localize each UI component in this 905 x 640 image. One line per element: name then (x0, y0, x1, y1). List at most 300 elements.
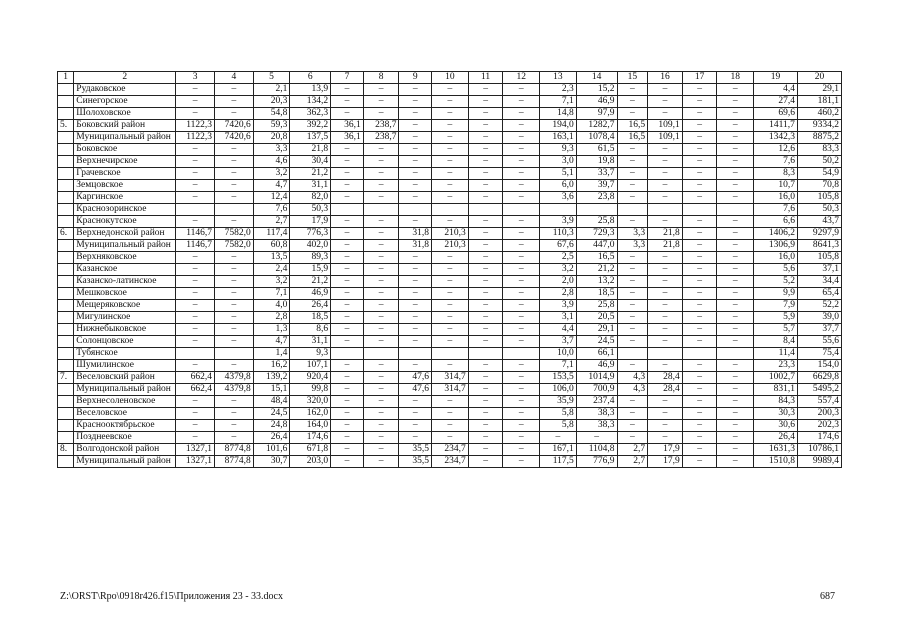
value-cell (331, 204, 364, 216)
table-row (58, 108, 842, 120)
value-cell: – (176, 408, 215, 420)
value-cell: – (682, 444, 717, 456)
value-cell: – (682, 144, 717, 156)
value-cell: 9,9 (754, 288, 798, 300)
value-cell: – (331, 192, 364, 204)
territory-name-cell: Краснозоринское (74, 204, 176, 216)
value-cell: 89,3 (290, 252, 331, 264)
value-cell: – (717, 384, 754, 396)
value-cell: – (214, 192, 253, 204)
value-cell: 60,8 (253, 240, 290, 252)
value-cell: – (468, 384, 503, 396)
value-cell: 10,0 (540, 348, 577, 360)
value-cell: 234,7 (432, 456, 469, 468)
value-cell: 6,6 (754, 216, 798, 228)
value-cell: – (363, 288, 399, 300)
table-row (58, 156, 842, 168)
value-cell: – (176, 336, 215, 348)
value-cell: – (176, 96, 215, 108)
value-cell: – (648, 288, 683, 300)
value-cell: – (648, 216, 683, 228)
value-cell: – (503, 156, 540, 168)
value-cell: – (214, 108, 253, 120)
value-cell: – (617, 96, 648, 108)
value-cell: – (432, 432, 469, 444)
value-cell: 105,8 (797, 192, 841, 204)
header-cell: 10 (432, 72, 469, 84)
value-cell: 154,0 (797, 360, 841, 372)
value-cell: – (214, 252, 253, 264)
value-cell: – (648, 168, 683, 180)
value-cell: – (468, 312, 503, 324)
value-cell: – (432, 96, 469, 108)
value-cell (576, 204, 617, 216)
value-cell: – (399, 288, 432, 300)
value-cell: 460,2 (797, 108, 841, 120)
table-row (58, 228, 842, 240)
value-cell: 75,4 (797, 348, 841, 360)
value-cell: – (214, 276, 253, 288)
value-cell: 210,3 (432, 228, 469, 240)
value-cell: – (331, 336, 364, 348)
value-cell: – (468, 180, 503, 192)
value-cell: – (214, 408, 253, 420)
page-footer (60, 591, 835, 605)
value-cell: – (717, 372, 754, 384)
value-cell: 392,2 (290, 120, 331, 132)
value-cell: 21,2 (290, 276, 331, 288)
value-cell: – (176, 144, 215, 156)
value-cell: 43,7 (797, 216, 841, 228)
value-cell: 4,3 (617, 372, 648, 384)
value-cell: – (214, 84, 253, 96)
table-row (58, 384, 842, 396)
value-cell: – (432, 300, 469, 312)
value-cell: 16,5 (617, 120, 648, 132)
value-cell: – (617, 84, 648, 96)
value-cell: 134,2 (290, 96, 331, 108)
value-cell: 1306,9 (754, 240, 798, 252)
value-cell: – (617, 252, 648, 264)
value-cell: – (503, 252, 540, 264)
territory-name-cell: Рудаковское (74, 84, 176, 96)
value-cell: 12,6 (754, 144, 798, 156)
value-cell: – (682, 120, 717, 132)
value-cell: 7,6 (253, 204, 290, 216)
value-cell: – (363, 396, 399, 408)
value-cell: 55,6 (797, 336, 841, 348)
value-cell: 23,8 (576, 192, 617, 204)
value-cell: – (682, 180, 717, 192)
value-cell: – (432, 324, 469, 336)
value-cell: – (503, 264, 540, 276)
value-cell: 2,8 (253, 312, 290, 324)
value-cell: 174,6 (290, 432, 331, 444)
territory-name-cell: Волгодонской район (74, 444, 176, 456)
table-row (58, 84, 842, 96)
value-cell: – (176, 288, 215, 300)
value-cell: – (399, 336, 432, 348)
value-cell: 5495,2 (797, 384, 841, 396)
value-cell: 4,0 (253, 300, 290, 312)
value-cell: – (468, 252, 503, 264)
value-cell: – (503, 132, 540, 144)
value-cell: – (682, 360, 717, 372)
value-cell: 8774,8 (214, 456, 253, 468)
value-cell: – (331, 324, 364, 336)
row-number-cell (58, 432, 74, 444)
value-cell: 50,2 (797, 156, 841, 168)
value-cell: 9989,4 (797, 456, 841, 468)
value-cell: – (682, 300, 717, 312)
value-cell: – (503, 276, 540, 288)
value-cell: 194,0 (540, 120, 577, 132)
value-cell: 362,3 (290, 108, 331, 120)
table-row (58, 192, 842, 204)
value-cell (617, 204, 648, 216)
table-row (58, 144, 842, 156)
value-cell: – (432, 132, 469, 144)
value-cell: – (399, 264, 432, 276)
value-cell: 16,5 (617, 132, 648, 144)
territory-name-cell: Муниципальный район (74, 132, 176, 144)
value-cell: 67,6 (540, 240, 577, 252)
value-cell: – (717, 324, 754, 336)
value-cell: – (503, 96, 540, 108)
value-cell: – (432, 396, 469, 408)
header-cell: 1 (58, 72, 74, 84)
value-cell: 1002,7 (754, 372, 798, 384)
value-cell: 1,4 (253, 348, 290, 360)
value-cell: – (432, 252, 469, 264)
value-cell: – (432, 180, 469, 192)
value-cell: – (682, 216, 717, 228)
value-cell: – (363, 432, 399, 444)
value-cell: 2,7 (617, 444, 648, 456)
value-cell: – (717, 360, 754, 372)
value-cell: – (576, 432, 617, 444)
value-cell: – (682, 132, 717, 144)
value-cell: – (176, 180, 215, 192)
row-number-cell (58, 264, 74, 276)
value-cell: 5,7 (754, 324, 798, 336)
file-path: Z:\ORST\Rpo\0918r426.f15\Приложения 23 - 33.docx (60, 591, 283, 602)
value-cell: 210,3 (432, 240, 469, 252)
value-cell: – (648, 420, 683, 432)
value-cell: 39,0 (797, 312, 841, 324)
value-cell: – (432, 408, 469, 420)
value-cell: – (176, 312, 215, 324)
value-cell (176, 348, 215, 360)
value-cell: 7582,0 (214, 240, 253, 252)
value-cell: 97,9 (576, 108, 617, 120)
value-cell: – (648, 192, 683, 204)
value-cell: – (617, 264, 648, 276)
value-cell: – (540, 432, 577, 444)
row-number-cell (58, 396, 74, 408)
header-cell: 16 (648, 72, 683, 84)
value-cell: – (176, 300, 215, 312)
value-cell: 12,4 (253, 192, 290, 204)
value-cell: 35,5 (399, 456, 432, 468)
value-cell: – (468, 84, 503, 96)
value-cell: – (717, 252, 754, 264)
value-cell: 15,1 (253, 384, 290, 396)
value-cell: – (214, 360, 253, 372)
value-cell: 52,2 (797, 300, 841, 312)
value-cell: 5,2 (754, 276, 798, 288)
value-cell: 8774,8 (214, 444, 253, 456)
page-number: 687 (820, 591, 835, 602)
row-number-cell (58, 336, 74, 348)
row-number-cell (58, 348, 74, 360)
value-cell: – (399, 96, 432, 108)
value-cell: – (331, 300, 364, 312)
value-cell: 50,3 (797, 204, 841, 216)
value-cell: 36,1 (331, 120, 364, 132)
table-row (58, 444, 842, 456)
row-number-cell (58, 288, 74, 300)
value-cell: 84,3 (754, 396, 798, 408)
value-cell: 238,7 (363, 132, 399, 144)
value-cell: 7,1 (253, 288, 290, 300)
value-cell: 69,6 (754, 108, 798, 120)
value-cell: 29,1 (576, 324, 617, 336)
value-cell: – (331, 420, 364, 432)
value-cell: – (717, 288, 754, 300)
value-cell: – (176, 84, 215, 96)
table-header-row (58, 72, 842, 84)
value-cell: 5,1 (540, 168, 577, 180)
table-row (58, 168, 842, 180)
value-cell: 174,6 (797, 432, 841, 444)
value-cell: – (648, 396, 683, 408)
table-row (58, 96, 842, 108)
territory-name-cell: Веселовский район (74, 372, 176, 384)
value-cell: – (176, 360, 215, 372)
value-cell: 4,3 (617, 384, 648, 396)
header-cell: 2 (74, 72, 176, 84)
value-cell: 2,4 (253, 264, 290, 276)
row-number-cell (58, 252, 74, 264)
value-cell: 314,7 (432, 384, 469, 396)
value-cell: – (503, 192, 540, 204)
value-cell: – (363, 336, 399, 348)
value-cell: – (717, 120, 754, 132)
table-row (58, 252, 842, 264)
row-number-cell (58, 456, 74, 468)
value-cell: 3,2 (540, 264, 577, 276)
value-cell: – (214, 156, 253, 168)
table-row (58, 408, 842, 420)
value-cell (503, 204, 540, 216)
value-cell: – (399, 396, 432, 408)
value-cell: – (682, 192, 717, 204)
value-cell: – (503, 444, 540, 456)
value-cell: 4379,8 (214, 384, 253, 396)
value-cell: 15,2 (576, 84, 617, 96)
value-cell: – (682, 456, 717, 468)
value-cell: 5,8 (540, 420, 577, 432)
value-cell: – (176, 108, 215, 120)
value-cell: 20,8 (253, 132, 290, 144)
value-cell: 8,6 (290, 324, 331, 336)
value-cell: – (331, 264, 364, 276)
value-cell: 2,7 (253, 216, 290, 228)
territory-name-cell: Шумилинское (74, 360, 176, 372)
value-cell: – (503, 360, 540, 372)
value-cell: – (717, 432, 754, 444)
value-cell: – (363, 84, 399, 96)
value-cell: – (432, 108, 469, 120)
value-cell: – (682, 84, 717, 96)
value-cell: – (648, 312, 683, 324)
value-cell: 107,1 (290, 360, 331, 372)
value-cell: – (503, 216, 540, 228)
value-cell: 164,0 (290, 420, 331, 432)
row-number-cell (58, 192, 74, 204)
value-cell: 15,9 (290, 264, 331, 276)
territory-name-cell: Шолоховское (74, 108, 176, 120)
value-cell (717, 204, 754, 216)
value-cell: 5,6 (754, 264, 798, 276)
value-cell: – (617, 216, 648, 228)
value-cell: – (468, 144, 503, 156)
value-cell: 13,2 (576, 276, 617, 288)
value-cell: – (176, 432, 215, 444)
header-cell: 7 (331, 72, 364, 84)
value-cell: – (331, 252, 364, 264)
value-cell: 70,8 (797, 180, 841, 192)
territory-name-cell: Краснооктябрьское (74, 420, 176, 432)
value-cell: – (648, 300, 683, 312)
value-cell (648, 348, 683, 360)
value-cell (468, 204, 503, 216)
value-cell: 2,0 (540, 276, 577, 288)
value-cell: 117,4 (253, 228, 290, 240)
value-cell: 314,7 (432, 372, 469, 384)
value-cell: – (717, 192, 754, 204)
value-cell: – (468, 360, 503, 372)
value-cell: – (363, 300, 399, 312)
value-cell: – (176, 324, 215, 336)
value-cell: 47,6 (399, 372, 432, 384)
territory-name-cell: Солонцовское (74, 336, 176, 348)
header-cell: 18 (717, 72, 754, 84)
value-cell: 3,3 (617, 228, 648, 240)
value-cell: – (432, 288, 469, 300)
value-cell: – (468, 288, 503, 300)
value-cell: 18,5 (290, 312, 331, 324)
value-cell: – (214, 96, 253, 108)
territory-name-cell: Боковское (74, 144, 176, 156)
value-cell: 110,3 (540, 228, 577, 240)
value-cell: 26,4 (253, 432, 290, 444)
value-cell: 109,1 (648, 132, 683, 144)
value-cell: – (682, 252, 717, 264)
value-cell: 65,4 (797, 288, 841, 300)
value-cell: 18,5 (576, 288, 617, 300)
value-cell: 66,1 (576, 348, 617, 360)
value-cell: – (717, 132, 754, 144)
value-cell: – (503, 120, 540, 132)
value-cell: 3,9 (540, 300, 577, 312)
value-cell: – (717, 228, 754, 240)
value-cell: – (399, 324, 432, 336)
value-cell: 202,3 (797, 420, 841, 432)
value-cell: – (399, 408, 432, 420)
value-cell: – (331, 384, 364, 396)
value-cell: – (648, 84, 683, 96)
value-cell: – (432, 420, 469, 432)
table-row (58, 216, 842, 228)
table-row (58, 204, 842, 216)
value-cell: – (503, 336, 540, 348)
value-cell: – (363, 420, 399, 432)
value-cell: – (682, 384, 717, 396)
value-cell: – (717, 408, 754, 420)
value-cell: 3,6 (540, 192, 577, 204)
value-cell: – (617, 288, 648, 300)
value-cell: – (617, 408, 648, 420)
value-cell: 9297,9 (797, 228, 841, 240)
value-cell (503, 348, 540, 360)
value-cell: 50,3 (290, 204, 331, 216)
value-cell (617, 348, 648, 360)
value-cell: – (399, 216, 432, 228)
value-cell: – (682, 276, 717, 288)
value-cell: – (432, 312, 469, 324)
value-cell: – (503, 372, 540, 384)
value-cell: – (468, 228, 503, 240)
value-cell: 1146,7 (176, 240, 215, 252)
value-cell: – (503, 288, 540, 300)
value-cell: – (468, 240, 503, 252)
territory-name-cell: Каргинское (74, 192, 176, 204)
value-cell: 7,1 (540, 96, 577, 108)
value-cell: – (617, 108, 648, 120)
value-cell: – (503, 324, 540, 336)
value-cell: – (399, 156, 432, 168)
value-cell: – (331, 408, 364, 420)
value-cell: 59,3 (253, 120, 290, 132)
row-number-cell (58, 132, 74, 144)
header-cell: 15 (617, 72, 648, 84)
value-cell: 700,9 (576, 384, 617, 396)
value-cell: 54,8 (253, 108, 290, 120)
value-cell (717, 348, 754, 360)
value-cell (682, 348, 717, 360)
value-cell: 1411,7 (754, 120, 798, 132)
value-cell: – (331, 288, 364, 300)
value-cell: 7,1 (540, 360, 577, 372)
value-cell: – (682, 288, 717, 300)
value-cell: – (468, 216, 503, 228)
table-row (58, 276, 842, 288)
value-cell: 234,7 (432, 444, 469, 456)
value-cell: 557,4 (797, 396, 841, 408)
table-row (58, 132, 842, 144)
value-cell: 447,0 (576, 240, 617, 252)
value-cell: – (682, 264, 717, 276)
value-cell: – (331, 228, 364, 240)
value-cell: 163,1 (540, 132, 577, 144)
row-number-cell (58, 216, 74, 228)
value-cell: – (214, 288, 253, 300)
value-cell: 3,1 (540, 312, 577, 324)
value-cell: 8875,2 (797, 132, 841, 144)
value-cell: – (717, 156, 754, 168)
